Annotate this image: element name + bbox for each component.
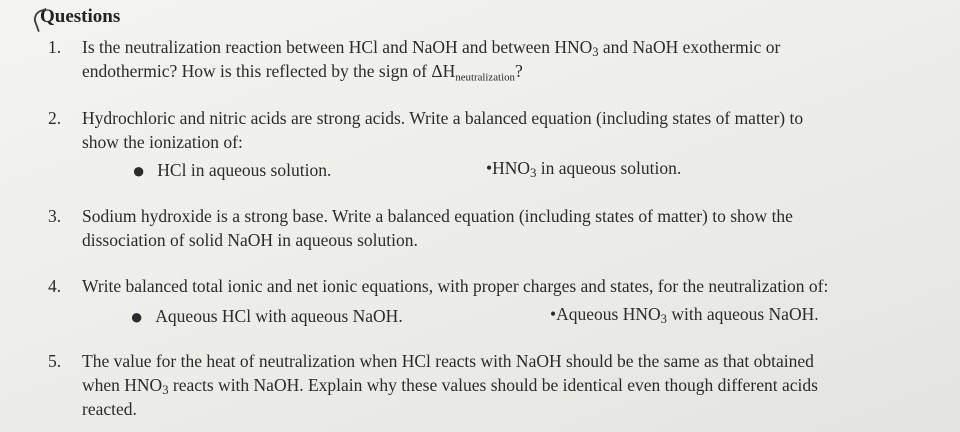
subscript: 3 (162, 383, 169, 398)
question-3-line-1: Sodium hydroxide is a strong base. Write a balanced equation (including states of matter) to show the (82, 206, 793, 226)
question-5-line-2 (82, 374, 818, 402)
bullet-item (132, 158, 331, 184)
bullet-icon: • (486, 158, 493, 178)
question-1-line-2 (82, 60, 523, 89)
question-2-line-1: Hydrochloric and nitric acids are strong acids. Write a balanced equation (including states of matter) to (82, 108, 804, 128)
question-4-line-1: Write balanced total ionic and net ionic equations, with proper charges and states, for the neutralization of: (82, 276, 829, 296)
bullet-item (486, 158, 681, 181)
subscript: 3 (592, 45, 599, 60)
bullet-icon: ● (130, 304, 144, 329)
bullet-text: with aqueous NaOH. (666, 304, 819, 324)
bullet-text: HNO (492, 158, 531, 178)
question-number: 1. (48, 37, 62, 57)
question-5-line-1: The value for the heat of neutralization when HCl reacts with NaOH should be the same as that obtained (82, 351, 814, 371)
question-5-line-3: reacted. (82, 399, 137, 419)
question-number: 3. (48, 206, 62, 226)
bullet-icon: ● (132, 158, 146, 183)
bullet-text: HCl in aqueous solution. (157, 160, 332, 180)
bullet-text: Aqueous HCl with aqueous NaOH. (155, 306, 403, 326)
question-number: 5. (48, 351, 62, 371)
text-segment: ? (514, 61, 523, 81)
text-segment: Is the neutralization reaction between HCl and NaOH and between HNO (82, 37, 593, 57)
question-2-line-2: show the ionization of: (82, 132, 243, 152)
questions-heading: Questions (40, 6, 121, 27)
text-segment: endothermic? How is this reflected by the sign of ΔH (82, 61, 456, 81)
text-segment: and NaOH exothermic or (598, 37, 781, 57)
bullet-item (130, 304, 403, 330)
question-3-line-2: dissociation of solid NaOH in aqueous solution. (82, 230, 418, 250)
text-segment: reacts with NaOH. Explain why these values should be identical even though different acids (168, 375, 818, 395)
bullet-icon: • (550, 304, 557, 324)
subscript: 3 (530, 166, 537, 181)
bullet-item (550, 304, 819, 327)
subscript: neutralization (455, 71, 515, 84)
text-segment: when HNO (82, 375, 163, 395)
bullet-text: in aqueous solution. (536, 158, 682, 178)
question-number: 2. (48, 108, 62, 128)
question-number: 4. (48, 276, 62, 296)
bullet-text: Aqueous HNO (556, 304, 661, 324)
subscript: 3 (660, 312, 667, 327)
